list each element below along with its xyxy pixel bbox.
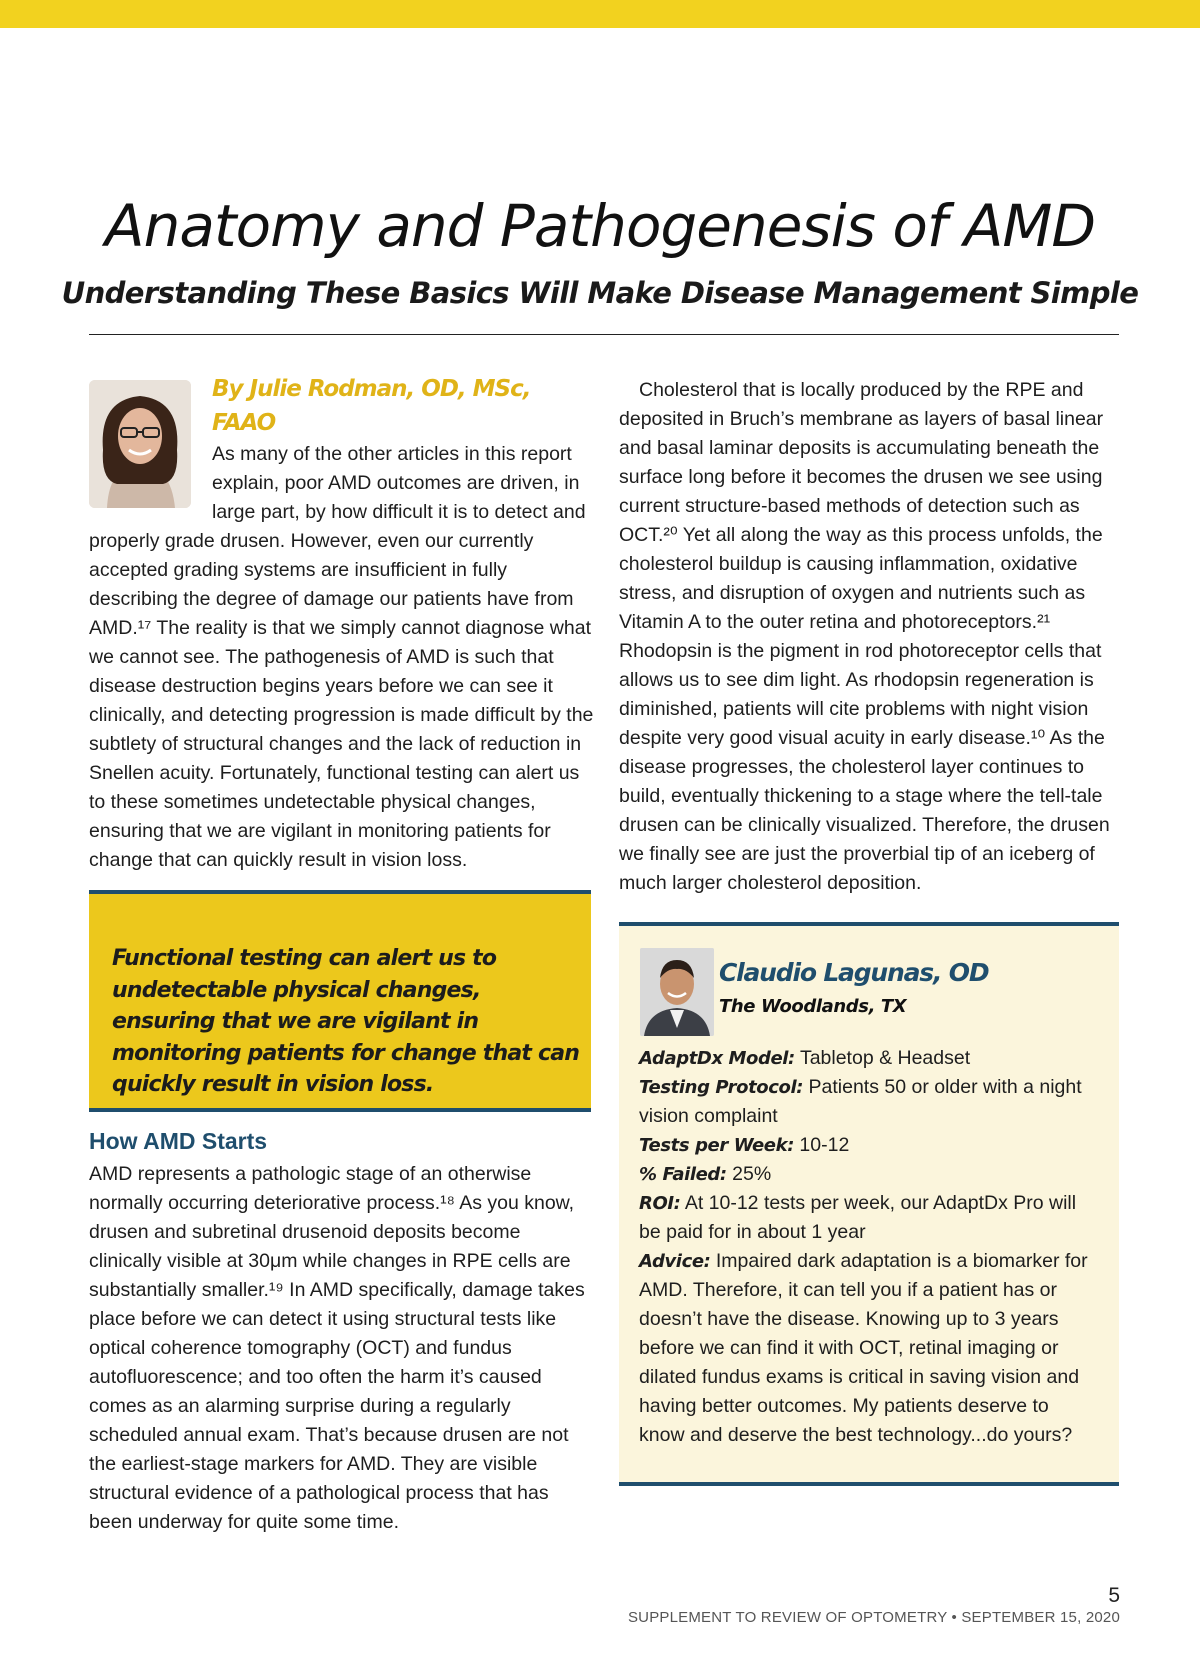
left-column-intro xyxy=(89,376,597,875)
author-byline: By Julie Rodman, OD, MSc, FAAO xyxy=(212,376,531,436)
author-photo xyxy=(89,380,191,508)
section-paragraph: AMD represents a pathologic stage of an otherwise normally occurring deteriorative process.¹⁸ As you know, drusen and subretinal drusenoid deposits become clinically visible at 30μm while changes in RPE cells are substantially smaller.¹⁹ In AMD specifically, damage takes place before we can detect it using structural tests like optical coherence tomography (OCT) and fundus autofluorescence; and too often the harm it’s caused comes as an alarming surprise during a regularly scheduled annual exam. That’s because drusen are not the earliest-stage markers for AMD. They are visible structural evidence of a pathological process that has been underway for quite some time. xyxy=(89,1163,585,1533)
practitioner-location: The Woodlands, TX xyxy=(719,996,907,1017)
practitioner-photo xyxy=(640,948,714,1036)
detail-label: % Failed: xyxy=(639,1164,727,1185)
page-number: 5 xyxy=(1108,1584,1120,1607)
title-divider xyxy=(89,334,1119,335)
detail-label: Advice: xyxy=(639,1251,711,1272)
article-title: Anatomy and Pathogenesis of AMD xyxy=(104,192,1096,260)
top-accent-bar xyxy=(0,0,1200,28)
pull-quote-text: Functional testing can alert us to undetectable physical changes, ensuring that we are vigilant in monitoring patients for change that can quickly result in vision loss. xyxy=(112,946,580,1097)
section-heading: How AMD Starts xyxy=(89,1128,268,1154)
detail-value: Tabletop & Headset xyxy=(799,1047,971,1069)
practitioner-name: Claudio Lagunas, OD xyxy=(719,958,989,987)
article-subtitle: Understanding These Basics Will Make Disease Management Simple xyxy=(61,276,1139,310)
detail-value: At 10-12 tests per week, our AdaptDx Pro will be paid for in about 1 year xyxy=(639,1192,1077,1243)
detail-value: 10-12 xyxy=(799,1134,850,1156)
detail-row-advice xyxy=(639,1247,1099,1450)
detail-label: Testing Protocol: xyxy=(639,1077,804,1098)
practitioner-details xyxy=(639,1044,1099,1450)
practitioner-sidebar xyxy=(619,922,1119,1486)
detail-label: Tests per Week: xyxy=(639,1135,794,1156)
detail-label: AdaptDx Model: xyxy=(639,1048,795,1069)
detail-value: Impaired dark adaptation is a biomarker for AMD. Therefore, it can tell you if a patient has or doesn’t have the disease. Knowing up to 3 years before we can find it with OCT, retinal imaging or dilated fundus exams is critical in saving vision and having better outcomes. My patients deserve to know and deserve the best technology...do yours? xyxy=(639,1250,1088,1446)
intro-paragraph: As many of the other articles in this report explain, poor AMD outcomes are driven, in large part, by how difficult it is to detect and properly grade drusen. However, even our currently accepted grading systems are insufficient in fully describing the degree of damage our patients have from AMD.¹⁷ The reality is that we simply cannot diagnose what we cannot see. The pathogenesis of AMD is such that disease destruction begins years before we can see it clinically, and detecting progression is made difficult by the subtlety of structural changes and the lack of reduction in Snellen acuity. Fortunately, functional testing can alert us to these sometimes undetectable physical changes, ensuring that we are vigilant in monitoring patients for change that can quickly result in vision loss. xyxy=(89,443,594,871)
detail-row-protocol xyxy=(639,1073,1099,1131)
detail-row-roi xyxy=(639,1189,1099,1247)
publication-footer: SUPPLEMENT TO REVIEW OF OPTOMETRY • SEPTEMBER 15, 2020 xyxy=(627,1609,1120,1626)
right-column xyxy=(619,376,1122,898)
left-column-section xyxy=(89,1160,597,1537)
detail-label: ROI: xyxy=(639,1193,681,1214)
detail-value: Patients 50 or older with a night vision complaint xyxy=(639,1076,1082,1127)
detail-row-tests xyxy=(639,1131,1099,1160)
pull-quote-box xyxy=(89,890,591,1112)
right-paragraph: Cholesterol that is locally produced by the RPE and deposited in Bruch’s membrane as layers of basal linear and basal laminar deposits is accumulating beneath the surface long before it becomes the drusen we see using current structure-based methods of detection such as OCT.²⁰ Yet all along the way as this process unfolds, the cholesterol buildup is causing inflammation, oxidative stress, and disruption of oxygen and nutrients such as Vitamin A to the outer retina and photoreceptors.²¹ Rhodopsin is the pigment in rod photoreceptor cells that allows us to see dim light. As rhodopsin regeneration is diminished, patients will cite problems with night vision despite very good visual acuity in early disease.¹⁰ As the disease progresses, the cholesterol layer continues to build, eventually thickening to a stage where the tell-tale drusen can be clinically visualized. Therefore, the drusen we finally see are just the proverbial tip of an iceberg of much larger cholesterol deposition. xyxy=(619,379,1110,894)
detail-value: 25% xyxy=(732,1163,772,1185)
detail-row-failed xyxy=(639,1160,1099,1189)
detail-row-model xyxy=(639,1044,1099,1073)
